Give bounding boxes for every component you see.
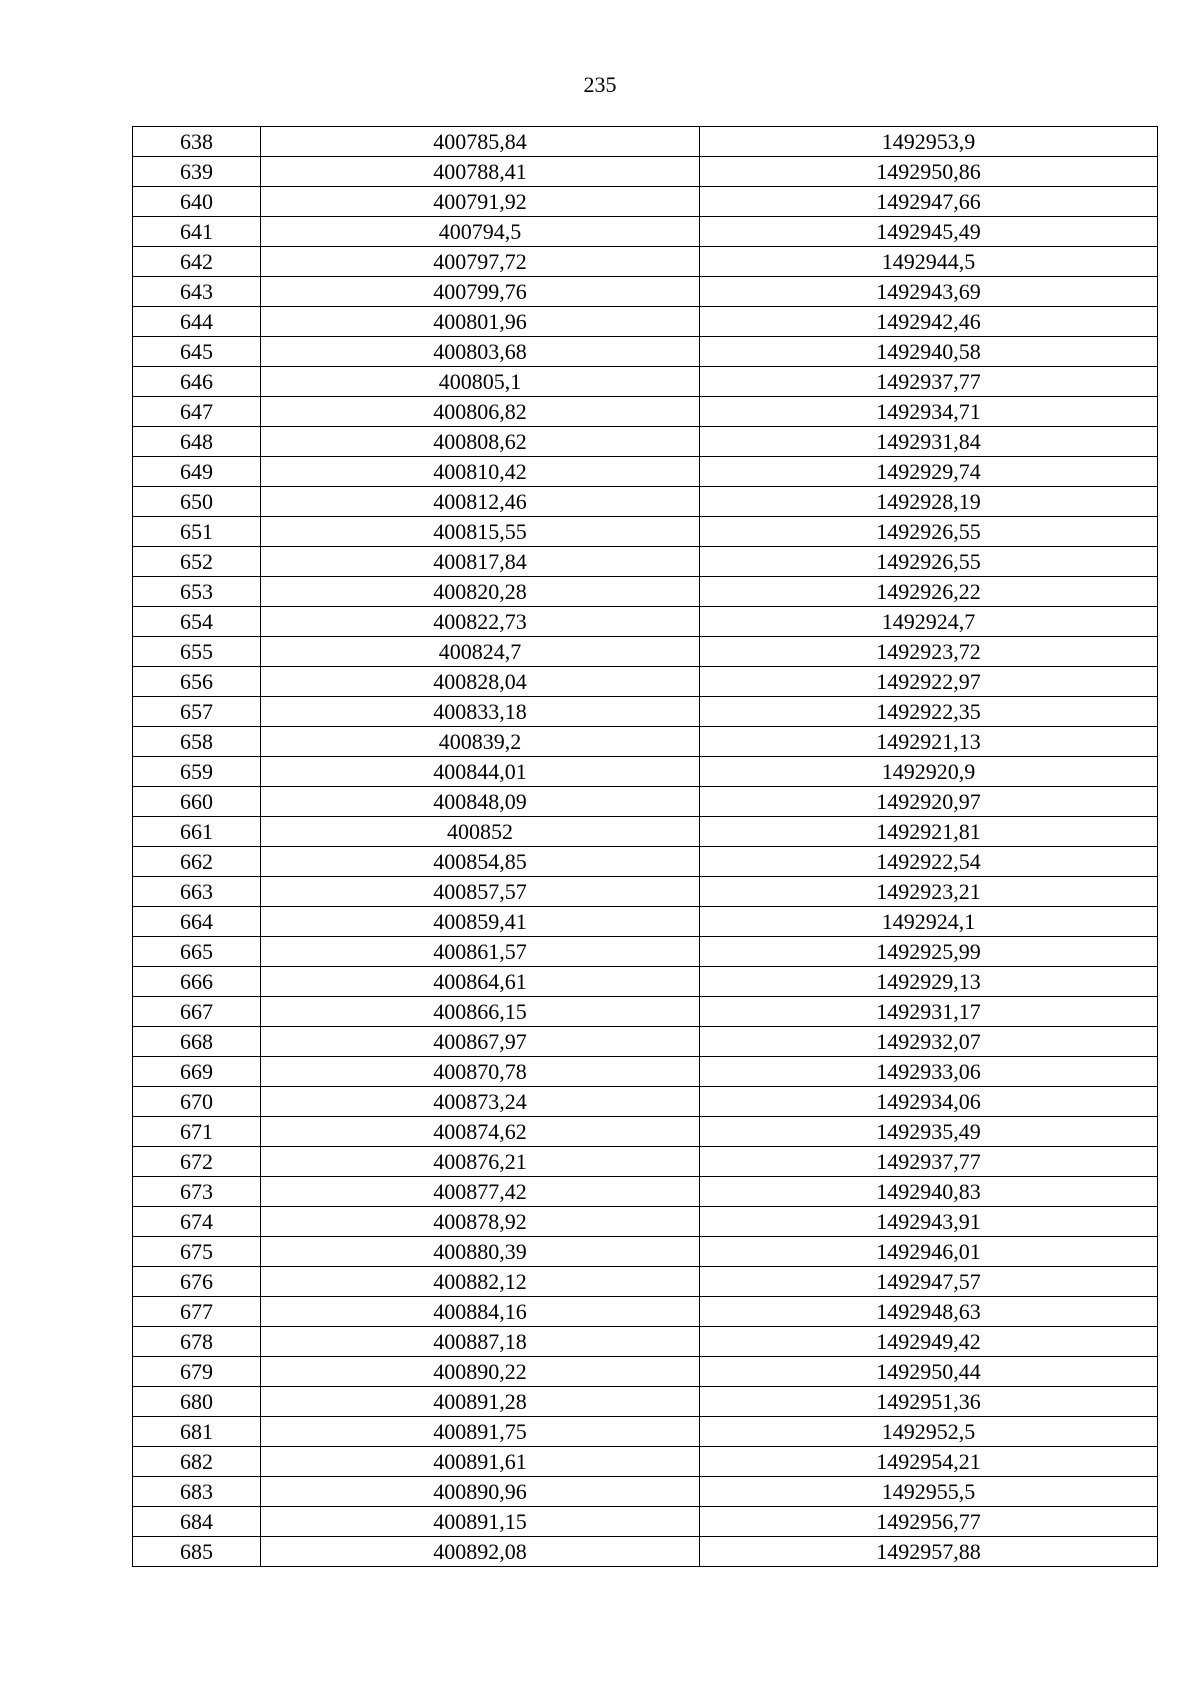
x-coordinate-cell: 400892,08 — [261, 1537, 700, 1567]
table-row — [133, 157, 1158, 187]
y-coordinate-cell: 1492922,97 — [700, 667, 1158, 697]
table-row — [133, 1087, 1158, 1117]
y-coordinate-cell: 1492937,77 — [700, 367, 1158, 397]
y-coordinate-cell: 1492921,13 — [700, 727, 1158, 757]
table-row — [133, 1357, 1158, 1387]
point-number-cell: 656 — [133, 667, 261, 697]
y-coordinate-cell: 1492925,99 — [700, 937, 1158, 967]
point-number-cell: 677 — [133, 1297, 261, 1327]
point-number-cell: 652 — [133, 547, 261, 577]
table-row — [133, 1057, 1158, 1087]
point-number-cell: 676 — [133, 1267, 261, 1297]
point-number-cell: 662 — [133, 847, 261, 877]
x-coordinate-cell: 400890,22 — [261, 1357, 700, 1387]
x-coordinate-cell: 400839,2 — [261, 727, 700, 757]
table-row — [133, 187, 1158, 217]
y-coordinate-cell: 1492955,5 — [700, 1477, 1158, 1507]
x-coordinate-cell: 400797,72 — [261, 247, 700, 277]
point-number-cell: 674 — [133, 1207, 261, 1237]
y-coordinate-cell: 1492923,21 — [700, 877, 1158, 907]
table-row — [133, 787, 1158, 817]
x-coordinate-cell: 400828,04 — [261, 667, 700, 697]
table-row — [133, 1027, 1158, 1057]
x-coordinate-cell: 400882,12 — [261, 1267, 700, 1297]
table-row — [133, 907, 1158, 937]
point-number-cell: 664 — [133, 907, 261, 937]
point-number-cell: 658 — [133, 727, 261, 757]
point-number-cell: 638 — [133, 127, 261, 157]
y-coordinate-cell: 1492943,69 — [700, 277, 1158, 307]
coordinates-table-body — [133, 127, 1158, 1567]
point-number-cell: 642 — [133, 247, 261, 277]
table-row — [133, 367, 1158, 397]
point-number-cell: 663 — [133, 877, 261, 907]
x-coordinate-cell: 400891,15 — [261, 1507, 700, 1537]
point-number-cell: 647 — [133, 397, 261, 427]
table-row — [133, 1207, 1158, 1237]
table-row — [133, 1177, 1158, 1207]
y-coordinate-cell: 1492942,46 — [700, 307, 1158, 337]
x-coordinate-cell: 400878,92 — [261, 1207, 700, 1237]
x-coordinate-cell: 400864,61 — [261, 967, 700, 997]
y-coordinate-cell: 1492937,77 — [700, 1147, 1158, 1177]
point-number-cell: 685 — [133, 1537, 261, 1567]
y-coordinate-cell: 1492926,22 — [700, 577, 1158, 607]
x-coordinate-cell: 400801,96 — [261, 307, 700, 337]
table-row — [133, 217, 1158, 247]
y-coordinate-cell: 1492934,71 — [700, 397, 1158, 427]
y-coordinate-cell: 1492924,7 — [700, 607, 1158, 637]
point-number-cell: 644 — [133, 307, 261, 337]
point-number-cell: 661 — [133, 817, 261, 847]
x-coordinate-cell: 400887,18 — [261, 1327, 700, 1357]
table-row — [133, 1417, 1158, 1447]
y-coordinate-cell: 1492934,06 — [700, 1087, 1158, 1117]
table-row — [133, 967, 1158, 997]
y-coordinate-cell: 1492952,5 — [700, 1417, 1158, 1447]
point-number-cell: 649 — [133, 457, 261, 487]
x-coordinate-cell: 400815,55 — [261, 517, 700, 547]
table-row — [133, 397, 1158, 427]
point-number-cell: 675 — [133, 1237, 261, 1267]
x-coordinate-cell: 400791,92 — [261, 187, 700, 217]
table-row — [133, 1387, 1158, 1417]
y-coordinate-cell: 1492922,54 — [700, 847, 1158, 877]
point-number-cell: 671 — [133, 1117, 261, 1147]
point-number-cell: 653 — [133, 577, 261, 607]
point-number-cell: 654 — [133, 607, 261, 637]
y-coordinate-cell: 1492921,81 — [700, 817, 1158, 847]
point-number-cell: 666 — [133, 967, 261, 997]
x-coordinate-cell: 400877,42 — [261, 1177, 700, 1207]
x-coordinate-cell: 400808,62 — [261, 427, 700, 457]
point-number-cell: 672 — [133, 1147, 261, 1177]
x-coordinate-cell: 400788,41 — [261, 157, 700, 187]
y-coordinate-cell: 1492933,06 — [700, 1057, 1158, 1087]
y-coordinate-cell: 1492931,17 — [700, 997, 1158, 1027]
point-number-cell: 670 — [133, 1087, 261, 1117]
point-number-cell: 660 — [133, 787, 261, 817]
point-number-cell: 682 — [133, 1447, 261, 1477]
y-coordinate-cell: 1492949,42 — [700, 1327, 1158, 1357]
table-row — [133, 487, 1158, 517]
y-coordinate-cell: 1492924,1 — [700, 907, 1158, 937]
x-coordinate-cell: 400805,1 — [261, 367, 700, 397]
y-coordinate-cell: 1492947,66 — [700, 187, 1158, 217]
y-coordinate-cell: 1492940,83 — [700, 1177, 1158, 1207]
table-row — [133, 517, 1158, 547]
point-number-cell: 665 — [133, 937, 261, 967]
x-coordinate-cell: 400880,39 — [261, 1237, 700, 1267]
y-coordinate-cell: 1492948,63 — [700, 1297, 1158, 1327]
table-row — [133, 1507, 1158, 1537]
table-row — [133, 427, 1158, 457]
point-number-cell: 648 — [133, 427, 261, 457]
x-coordinate-cell: 400799,76 — [261, 277, 700, 307]
table-row — [133, 457, 1158, 487]
y-coordinate-cell: 1492956,77 — [700, 1507, 1158, 1537]
x-coordinate-cell: 400824,7 — [261, 637, 700, 667]
table-row — [133, 1237, 1158, 1267]
point-number-cell: 679 — [133, 1357, 261, 1387]
coordinates-table — [132, 126, 1158, 1567]
point-number-cell: 651 — [133, 517, 261, 547]
y-coordinate-cell: 1492947,57 — [700, 1267, 1158, 1297]
table-row — [133, 727, 1158, 757]
x-coordinate-cell: 400870,78 — [261, 1057, 700, 1087]
point-number-cell: 678 — [133, 1327, 261, 1357]
x-coordinate-cell: 400859,41 — [261, 907, 700, 937]
x-coordinate-cell: 400890,96 — [261, 1477, 700, 1507]
x-coordinate-cell: 400857,57 — [261, 877, 700, 907]
point-number-cell: 645 — [133, 337, 261, 367]
point-number-cell: 646 — [133, 367, 261, 397]
x-coordinate-cell: 400794,5 — [261, 217, 700, 247]
x-coordinate-cell: 400833,18 — [261, 697, 700, 727]
table-row — [133, 1477, 1158, 1507]
table-row — [133, 1117, 1158, 1147]
y-coordinate-cell: 1492923,72 — [700, 637, 1158, 667]
y-coordinate-cell: 1492940,58 — [700, 337, 1158, 367]
x-coordinate-cell: 400867,97 — [261, 1027, 700, 1057]
table-row — [133, 697, 1158, 727]
x-coordinate-cell: 400822,73 — [261, 607, 700, 637]
x-coordinate-cell: 400806,82 — [261, 397, 700, 427]
table-row — [133, 1297, 1158, 1327]
table-row — [133, 877, 1158, 907]
y-coordinate-cell: 1492926,55 — [700, 547, 1158, 577]
table-row — [133, 637, 1158, 667]
y-coordinate-cell: 1492920,9 — [700, 757, 1158, 787]
table-row — [133, 997, 1158, 1027]
x-coordinate-cell: 400817,84 — [261, 547, 700, 577]
table-row — [133, 127, 1158, 157]
y-coordinate-cell: 1492953,9 — [700, 127, 1158, 157]
y-coordinate-cell: 1492950,44 — [700, 1357, 1158, 1387]
point-number-cell: 673 — [133, 1177, 261, 1207]
y-coordinate-cell: 1492920,97 — [700, 787, 1158, 817]
point-number-cell: 659 — [133, 757, 261, 787]
point-number-cell: 641 — [133, 217, 261, 247]
point-number-cell: 668 — [133, 1027, 261, 1057]
y-coordinate-cell: 1492935,49 — [700, 1117, 1158, 1147]
point-number-cell: 684 — [133, 1507, 261, 1537]
x-coordinate-cell: 400891,75 — [261, 1417, 700, 1447]
x-coordinate-cell: 400861,57 — [261, 937, 700, 967]
point-number-cell: 643 — [133, 277, 261, 307]
x-coordinate-cell: 400876,21 — [261, 1147, 700, 1177]
point-number-cell: 681 — [133, 1417, 261, 1447]
x-coordinate-cell: 400785,84 — [261, 127, 700, 157]
x-coordinate-cell: 400820,28 — [261, 577, 700, 607]
page-number: 235 — [583, 72, 617, 97]
table-row — [133, 577, 1158, 607]
x-coordinate-cell: 400891,28 — [261, 1387, 700, 1417]
x-coordinate-cell: 400854,85 — [261, 847, 700, 877]
y-coordinate-cell: 1492950,86 — [700, 157, 1158, 187]
point-number-cell: 683 — [133, 1477, 261, 1507]
y-coordinate-cell: 1492928,19 — [700, 487, 1158, 517]
table-row — [133, 1327, 1158, 1357]
point-number-cell: 639 — [133, 157, 261, 187]
y-coordinate-cell: 1492943,91 — [700, 1207, 1158, 1237]
y-coordinate-cell: 1492926,55 — [700, 517, 1158, 547]
x-coordinate-cell: 400874,62 — [261, 1117, 700, 1147]
y-coordinate-cell: 1492944,5 — [700, 247, 1158, 277]
table-row — [133, 817, 1158, 847]
point-number-cell: 657 — [133, 697, 261, 727]
x-coordinate-cell: 400844,01 — [261, 757, 700, 787]
table-row — [133, 247, 1158, 277]
y-coordinate-cell: 1492954,21 — [700, 1447, 1158, 1477]
y-coordinate-cell: 1492946,01 — [700, 1237, 1158, 1267]
table-row — [133, 667, 1158, 697]
table-row — [133, 1147, 1158, 1177]
y-coordinate-cell: 1492932,07 — [700, 1027, 1158, 1057]
y-coordinate-cell: 1492929,74 — [700, 457, 1158, 487]
y-coordinate-cell: 1492957,88 — [700, 1537, 1158, 1567]
y-coordinate-cell: 1492931,84 — [700, 427, 1158, 457]
x-coordinate-cell: 400891,61 — [261, 1447, 700, 1477]
point-number-cell: 667 — [133, 997, 261, 1027]
y-coordinate-cell: 1492951,36 — [700, 1387, 1158, 1417]
x-coordinate-cell: 400884,16 — [261, 1297, 700, 1327]
table-row — [133, 1447, 1158, 1477]
y-coordinate-cell: 1492929,13 — [700, 967, 1158, 997]
point-number-cell: 669 — [133, 1057, 261, 1087]
table-row — [133, 277, 1158, 307]
y-coordinate-cell: 1492922,35 — [700, 697, 1158, 727]
point-number-cell: 640 — [133, 187, 261, 217]
x-coordinate-cell: 400812,46 — [261, 487, 700, 517]
point-number-cell: 680 — [133, 1387, 261, 1417]
x-coordinate-cell: 400803,68 — [261, 337, 700, 367]
point-number-cell: 650 — [133, 487, 261, 517]
point-number-cell: 655 — [133, 637, 261, 667]
table-row — [133, 847, 1158, 877]
x-coordinate-cell: 400810,42 — [261, 457, 700, 487]
table-row — [133, 1267, 1158, 1297]
table-row — [133, 337, 1158, 367]
table-row — [133, 1537, 1158, 1567]
y-coordinate-cell: 1492945,49 — [700, 217, 1158, 247]
table-row — [133, 307, 1158, 337]
x-coordinate-cell: 400848,09 — [261, 787, 700, 817]
x-coordinate-cell: 400873,24 — [261, 1087, 700, 1117]
x-coordinate-cell: 400852 — [261, 817, 700, 847]
table-row — [133, 607, 1158, 637]
table-row — [133, 547, 1158, 577]
table-row — [133, 937, 1158, 967]
table-row — [133, 757, 1158, 787]
x-coordinate-cell: 400866,15 — [261, 997, 700, 1027]
